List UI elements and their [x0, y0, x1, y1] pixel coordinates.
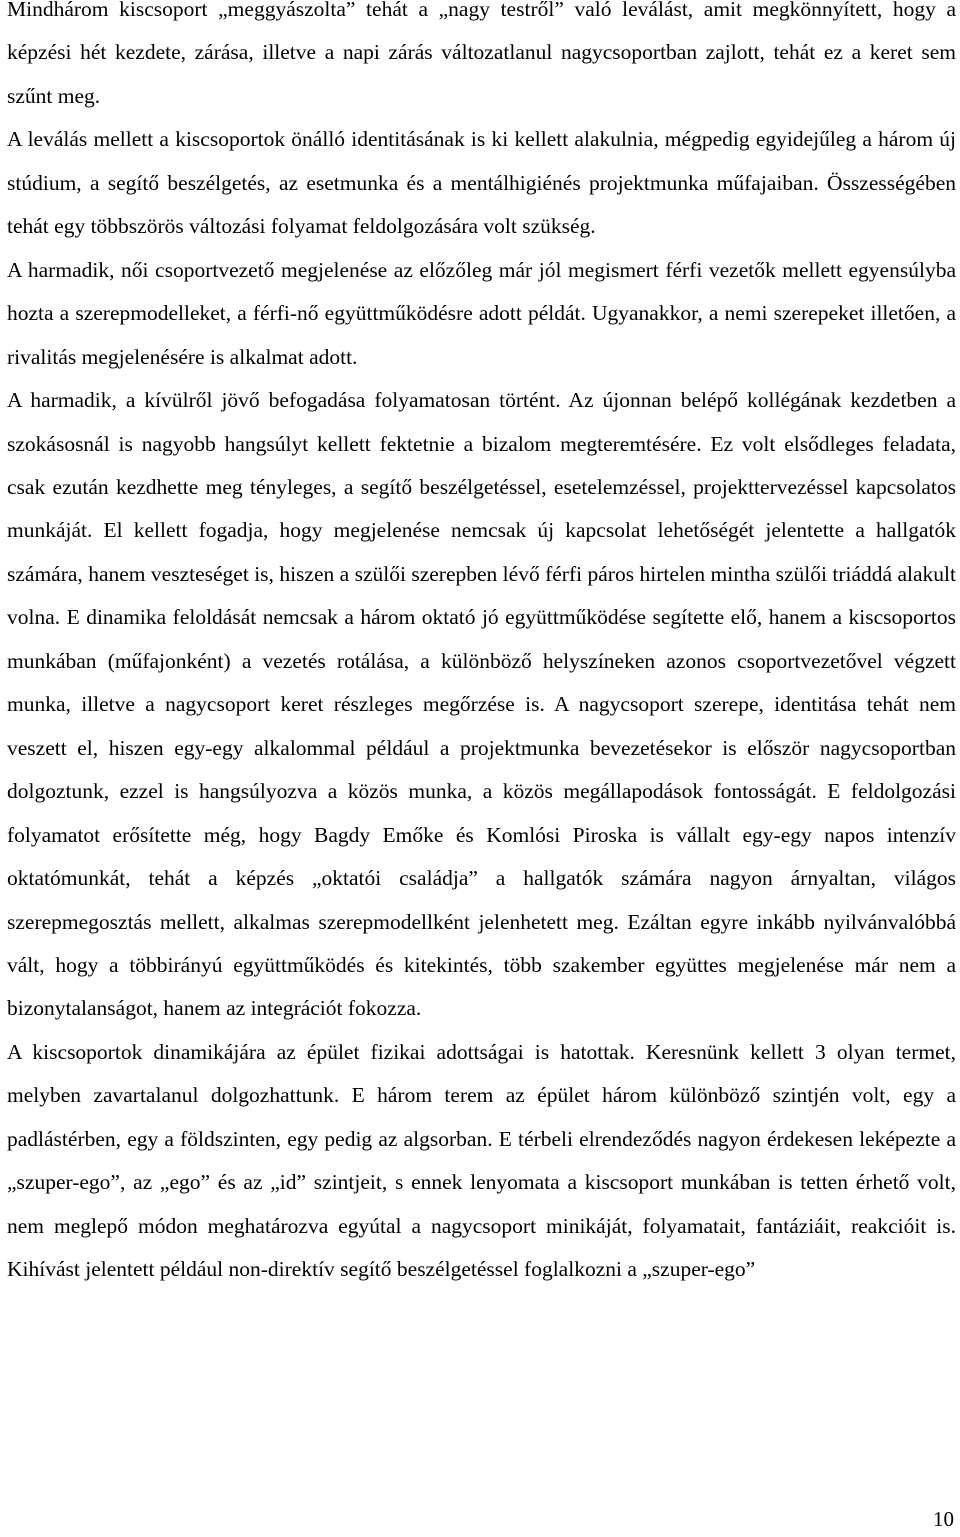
document-body: [7, 0, 956, 1292]
paragraph: A harmadik, a kívülről jövő befogadása folyamatosan történt. Az újonnan belépő kollégának kezdetben a szokásosnál is nagyobb hangsúlyt kellett fektetnie a bizalom megteremtésére. Ez volt elsődleges feladata, csak ezután kezdhette meg tényleges, a segítő beszélgetéssel, esetelemzéssel, projekttervezéssel kapcsolatos munkáját. El kellett fogadja, hogy megjelenése nemcsak új kapcsolat lehetőségét jelentette a hallgatók számára, hanem veszteséget is, hiszen a szülői szerepben lévő férfi páros hirtelen mintha szülői triáddá alakult volna. E dinamika feloldását nemcsak a három oktató jó együttműködése segítette elő, hanem a kiscsoportos munkában (műfajonként) a vezetés rotálása, a különböző helyszíneken azonos csoportvezetővel végzett munka, illetve a nagycsoport keret részleges megőrzése is. A nagycsoport szerepe, identitása tehát nem veszett el, hiszen egy-egy alkalommal például a projektmunka bevezetésekor is először nagycsoportban dolgoztunk, ezzel is hangsúlyozva a közös munka, a közös megállapodások fontosságát. E feldolgozási folyamatot erősítette még, hogy Bagdy Emőke és Komlósi Piroska is vállalt egy-egy napos intenzív oktatómunkát, tehát a képzés „oktatói családja” a hallgatók számára nagyon árnyaltan, világos szerepmegosztás mellett, alkalmas szerepmodellként jelenhetett meg. Ezáltan egyre inkább nyilvánvalóbbá vált, hogy a többirányú együttműködés és kitekintés, több szakember együttes megjelenése már nem a bizonytalanságot, hanem az integrációt fokozza.: [7, 388, 956, 1021]
paragraph: A leválás mellett a kiscsoportok önálló identitásának is ki kellett alakulnia, mégpedig egyidejűleg a három új stúdium, a segítő beszélgetés, az esetmunka és a mentálhigiénés projektmunka műfajaiban. Összességében tehát egy többszörös változási folyamat feldolgozására volt szükség.: [7, 127, 956, 239]
paragraph: Mindhárom kiscsoport „meggyászolta” tehát a „nagy testről” való leválást, amit megkönnyített, hogy a képzési hét kezdete, zárása, illetve a napi zárás változatlanul nagycsoportban zajlott, tehát ez a keret sem szűnt meg.: [7, 0, 956, 108]
page-number: 10: [933, 1507, 954, 1531]
paragraph: A harmadik, női csoportvezető megjelenése az előzőleg már jól megismert férfi vezetők mellett egyensúlyba hozta a szerepmodelleket, a férfi-nő együttműködésre adott példát. Ugyanakkor, a nemi szerepeket illetően, a rivalitás megjelenésére is alkalmat adott.: [7, 257, 956, 369]
paragraph: A kiscsoportok dinamikájára az épület fizikai adottságai is hatottak. Keresnünk kellett 3 olyan termet, melyben zavartalanul dolgozhattunk. E három terem az épület három különböző szintjén volt, egy a padlástérben, egy a földszinten, egy pedig az algsorban. E térbeli elrendeződés nagyon érdekesen leképezte a „szuper-ego”, az „ego” és az „id” szintjeit, s ennek lenyomata a kiscsoport munkában is tetten érhető volt, nem meglepő módon meghatározva egyútal a nagycsoport minikáját, folyamatait, fantáziáit, reakcióit is. Kihívást jelentett például non-direktív segítő beszélgetéssel foglalkozni a „szuper-ego”: [7, 1039, 956, 1282]
